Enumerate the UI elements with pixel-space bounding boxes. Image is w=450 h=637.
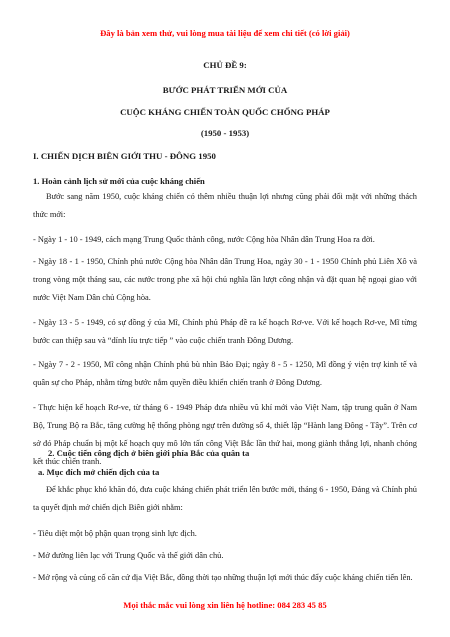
paragraph: - Mở đường liên lạc với Trung Quốc và thế giới dân chủ.	[33, 551, 224, 560]
paragraph: Để khắc phục khó khăn đó, đưa cuộc kháng chiến phát triển lên bước mới, tháng 6 - 1950, Đảng và Chính phủ ta quyết định mở chiến dịch Biên giới nhằm:	[33, 485, 417, 512]
hotline-notice: Mọi thắc mắc vui lòng xin liên hệ hotline: 084 283 45 85	[123, 600, 327, 610]
paragraph: Bước sang năm 1950, cuộc kháng chiến có thêm nhiều thuận lợi nhưng cũng phải đối mặt với những thách thức mới:	[33, 192, 417, 219]
topic-heading: CHỦ ĐỀ 9:	[203, 60, 247, 70]
section-heading: I. CHIẾN DỊCH BIÊN GIỚI THU - ĐÔNG 1950	[33, 151, 216, 161]
paragraph: - Mở rộng và củng cố căn cứ địa Việt Bắc, đồng thời tạo những thuận lợi mới thúc đẩy cuộc kháng chiến tiến lên.	[33, 573, 413, 582]
preview-notice: Đây là bản xem thử, vui lòng mua tài liệu để xem chi tiết (có lời giải)	[100, 28, 350, 38]
paragraph: - Ngày 13 - 5 - 1949, có sự đồng ý của Mĩ, Chính phủ Pháp đề ra kế hoạch Rơ-ve. Với kế hoạch Rơ-ve, Mĩ từng bước can thiệp sau và “dính líu trực tiếp ” vào cuộc chiến tranh Đông Dương.	[33, 318, 417, 345]
subsection-heading: 1. Hoàn cảnh lịch sử mới của cuộc kháng chiến	[33, 176, 205, 186]
paragraph: - Tiêu diệt một bộ phận quan trọng sinh lực địch.	[33, 529, 197, 538]
paragraph: - Ngày 7 - 2 - 1950, Mĩ công nhận Chính phủ bù nhìn Bảo Đại; ngày 8 - 5 - 1250, Mĩ đồng ý viện trợ kinh tế và quân sự cho Pháp, nhằm từng bước nắm quyền điều khiển chiến tranh ở Đông Dương.	[33, 360, 417, 387]
paragraph: - Ngày 18 - 1 - 1950, Chính phủ nước Cộng hòa Nhân dân Trung Hoa, ngày 30 - 1 - 1950 Chính phủ Liên Xô và trong vòng một tháng sau, các nước trong phe xã hội chủ nghĩa lần lượt công nhận và đặt quan hệ ngoại giao với nước Việt Nam Dân chủ Cộng hòa.	[33, 257, 417, 302]
subsection-heading: a. Mục đích mở chiến dịch của ta	[38, 467, 160, 477]
paragraph: - Ngày 1 - 10 - 1949, cách mạng Trung Quốc thành công, nước Cộng hòa Nhân dân Trung Hoa ra đời.	[33, 235, 375, 244]
title-line-1: BƯỚC PHÁT TRIỂN MỚI CỦA	[162, 85, 288, 95]
paragraph: - Thực hiện kế hoạch Rơ-ve, từ tháng 6 - 1949 Pháp đưa nhiều vũ khí mới vào Việt Nam, tập trung quân ở Nam Bộ, Trung Bộ ra Bắc, tăng cường hệ thống phòng ngự trên đường số 4, thiết lập “Hành lang Đông - Tây”. Trên cơ sở đó Pháp chuẩn bị một kế hoạch quy mô lớn tấn công Việt Bắc lần thứ hai, mong giành thắng lợi, nhanh chóng kết thúc chiến tranh.	[33, 403, 417, 466]
title-line-2: CUỘC KHÁNG CHIẾN TOÀN QUỐC CHỐNG PHÁP	[120, 107, 330, 117]
title-years: (1950 - 1953)	[200, 128, 250, 138]
subsection-heading: 2. Cuộc tiến công địch ở biên giới phía Bắc của quân ta	[48, 448, 250, 458]
